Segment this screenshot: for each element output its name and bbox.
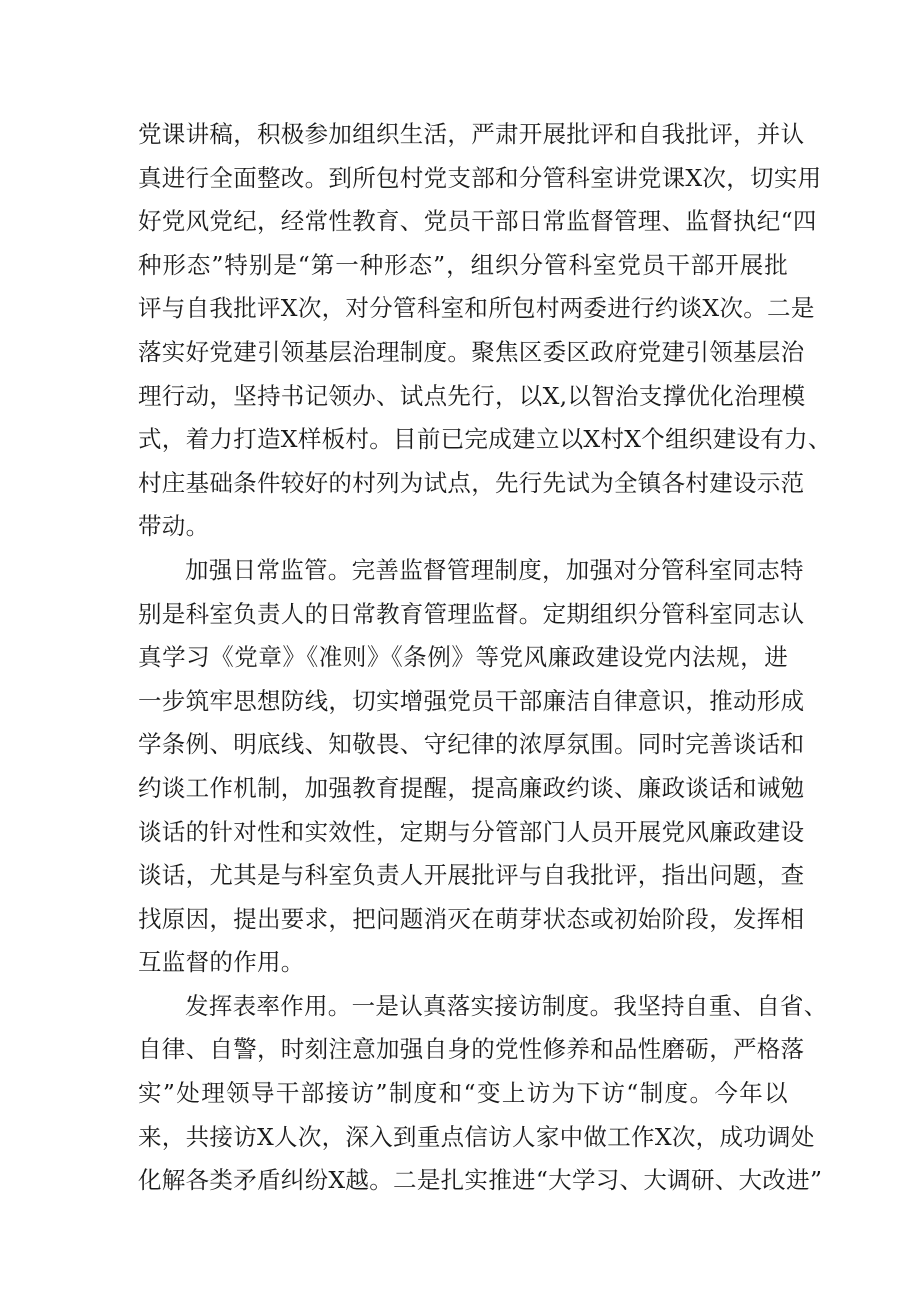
text-line: 种形态”特别是“第一种形态”，组织分管科室党员干部开展批 [138, 250, 788, 279]
text-line: 加强日常监管。完善监督管理制度，加强对分管科室同志特 [185, 555, 804, 584]
paragraph [138, 549, 805, 985]
text-line: 式，着力打造X样板村。目前已完成建立以X村X个组织建设有力、 [138, 425, 832, 454]
document-body [138, 113, 832, 1203]
text-line: 好党风党纪，经常性教育、党员干部日常监督管理、监督执纪“四 [138, 207, 817, 236]
text-line: 党课讲稿，积极参加组织生活，严肃开展批评和自我批评，并认 [138, 120, 805, 148]
text-line: 找原因，提出要求，把问题消灭在萌芽状态或初始阶段，发挥相 [138, 904, 805, 933]
text-line: 谈话的针对性和实效性，定期与分管部门人员开展党风廉政建设 [138, 817, 805, 846]
paragraph [138, 985, 828, 1203]
paragraph [138, 113, 832, 549]
text-line: 学条例、明底线、知敬畏、守纪律的浓厚氛围。同时完善谈话和 [138, 730, 805, 759]
text-line: 真进行全面整改。到所包村党支部和分管科室讲党课X次，切实用 [138, 163, 822, 192]
text-line: 评与自我批评X次，对分管科室和所包村两委进行约谈X次。二是 [138, 294, 815, 323]
text-line: 化解各类矛盾纠纷X越。二是扎实推进“大学习、大调研、大改进” [138, 1166, 823, 1195]
text-line: 村庄基础条件较好的村列为试点，先行先试为全镇各村建设示范 [138, 468, 805, 497]
text-line: 来，共接访X人次，深入到重点信访人家中做工作X次，成功调处 [138, 1122, 815, 1151]
text-line: 带动。 [138, 512, 210, 541]
text-line: 互监督的作用。 [138, 948, 305, 977]
text-line: 真学习《党章》《准则》《条例》等党风廉政建设党内法规，进 [138, 643, 788, 672]
text-line: 约谈工作机制，加强教育提醒，提高廉政约谈、廉政谈话和诫勉 [138, 773, 805, 802]
text-line: 自律、自警，时刻注意加强自身的党性修养和品性磨砺，严格落 [138, 1035, 805, 1064]
text-line: 一步筑牢思想防线，切实增强党员干部廉洁自律意识，推动形成 [138, 686, 805, 715]
text-line: 落实好党建引领基层治理制度。聚焦区委区政府党建引领基层治 [138, 337, 805, 366]
text-line: 别是科室负责人的日常教育管理监督。定期组织分管科室同志认 [138, 599, 805, 628]
text-line: 谈话，尤其是与科室负责人开展批评与自我批评，指出问题，查 [138, 861, 805, 890]
text-line: 发挥表率作用。一是认真落实接访制度。我坚持自重、自省、 [185, 991, 828, 1020]
text-line: 实”处理领导干部接访”制度和“变上访为下访“制度。今年以 [138, 1079, 788, 1108]
text-line: 理行动，坚持书记领办、试点先行，以X,以智治支撑优化治理模 [138, 381, 806, 410]
